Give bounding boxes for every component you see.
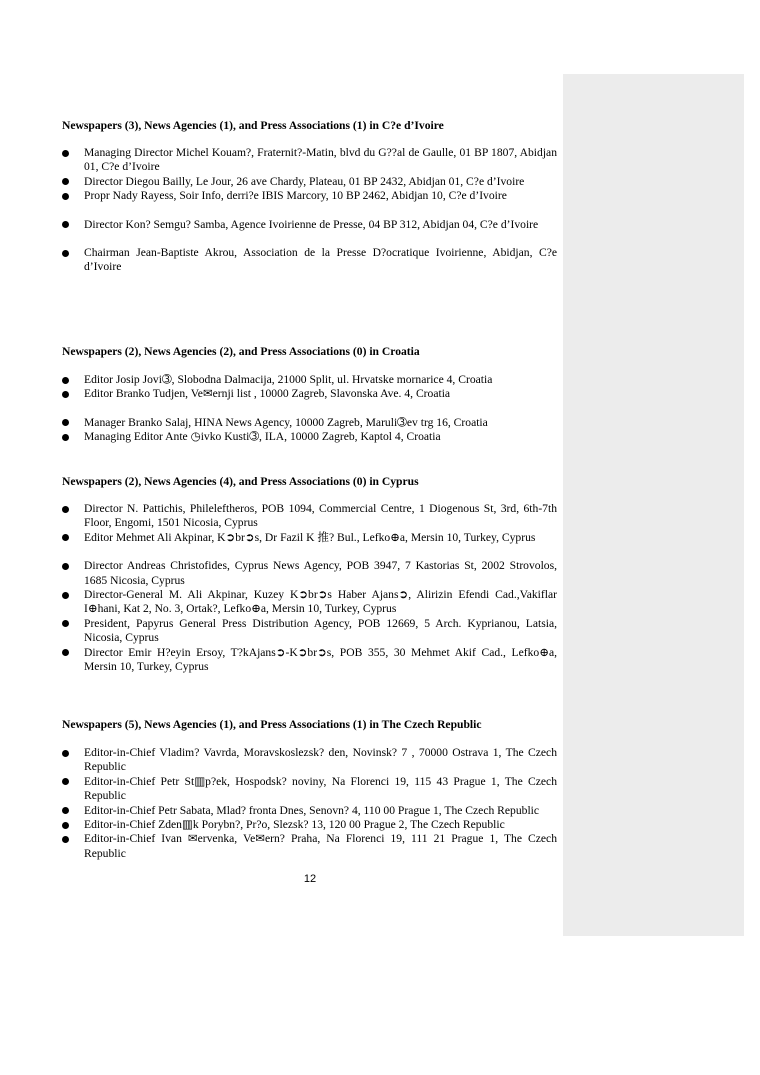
comment-pane [563,74,744,936]
list-item: Director Emir H?eyin Ersoy, T?kAjans➲-K➲br➲s, POB 355, 30 Mehmet Akif Cad., Lefko⊕a, Mersin 10, Turkey, Cyprus [62,646,557,675]
list-croatia [62,373,557,445]
section-heading-cyprus: Newspapers (2), News Agencies (4), and Press Associations (0) in Cyprus [62,475,419,488]
section-heading-cote-divoire: Newspapers (3), News Agencies (1), and Press Associations (1) in C?e d’Ivoire [62,119,444,132]
bullet-icon [62,822,69,829]
bullet-icon [62,592,69,599]
section-heading-croatia: Newspapers (2), News Agencies (2), and Press Associations (0) in Croatia [62,345,420,358]
list-item: Editor-in-Chief Vladim? Vavrda, Moravskoslezsk? den, Novinsk? 7 , 70000 Ostrava 1, The Czech Republic [62,746,557,775]
list-cote-divoire [62,146,557,275]
list-item: Editor-in-Chief Petr Sabata, Mlad? fronta Dnes, Senovn? 4, 110 00 Prague 1, The Czech Republic [62,804,557,818]
bullet-icon [62,750,69,757]
bullet-icon [62,620,69,627]
bullet-icon [62,150,69,157]
list-item: Propr Nady Rayess, Soir Info, derri?e IBIS Marcory, 10 BP 2462, Abidjan 10, C?e d’Ivoire [62,189,557,203]
list-item: Director-General M. Ali Akpinar, Kuzey K➲br➲s Haber Ajans➲, Alirizin Efendi Cad.,Vakiflar I⊕hani, Kat 2, No. 3, Ortak?, Lefko⊕a, Mersin 10, Turkey, Cyprus [62,588,557,617]
list-item: Managing Director Michel Kouam?, Fraternit?-Matin, blvd du G??al de Gaulle, 01 BP 1807, Abidjan 01, C?e d’Ivoire [62,146,557,175]
page-number: 12 [303,873,317,885]
list-item: Managing Editor Ante ◷ivko Kusti➂, ILA, 10000 Zagreb, Kaptol 4, Croatia [62,430,557,444]
list-item: Director Kon? Semgu? Samba, Agence Ivoirienne de Presse, 04 BP 312, Abidjan 04, C?e d’Ivoire [62,218,557,232]
list-item: Editor-in-Chief Zden▥k Porybn?, Pr?o, Slezsk? 13, 120 00 Prague 2, The Czech Republic [62,818,557,832]
list-item: Manager Branko Salaj, HINA News Agency, 10000 Zagreb, Maruli➂ev trg 16, Croatia [62,416,557,430]
bullet-icon [62,178,69,185]
list-item: Editor-in-Chief Petr St▥p?ek, Hospodsk? noviny, Na Florenci 19, 115 43 Prague 1, The Czech Republic [62,775,557,804]
bullet-icon [62,807,69,814]
bullet-icon [62,434,69,441]
section-heading-czech-republic: Newspapers (5), News Agencies (1), and Press Associations (1) in The Czech Republic [62,718,482,731]
list-item: Chairman Jean-Baptiste Akrou, Association de la Presse D?ocratique Ivoirienne, Abidjan, C?e d’Ivoire [62,246,557,275]
bullet-icon [62,563,69,570]
list-cyprus [62,502,557,674]
bullet-icon [62,419,69,426]
bullet-icon [62,506,69,513]
list-item: Editor Branko Tudjen, Ve✉ernji list , 10000 Zagreb, Slavonska Ave. 4, Croatia [62,387,557,401]
bullet-icon [62,377,69,384]
bullet-icon [62,391,69,398]
list-item: Director Diegou Bailly, Le Jour, 26 ave Chardy, Plateau, 01 BP 2432, Abidjan 01, C?e d’Ivoire [62,175,557,189]
bullet-icon [62,649,69,656]
list-item: Director Andreas Christofides, Cyprus News Agency, POB 3947, 7 Kastorias St, 2002 Strovolos, 1685 Nicosia, Cyprus [62,559,557,588]
bullet-icon [62,778,69,785]
bullet-icon [62,221,69,228]
list-item: Editor-in-Chief Ivan ✉ervenka, Ve✉ern? Praha, Na Florenci 19, 111 21 Prague 1, The Czech Republic [62,832,557,861]
list-item: Editor Mehmet Ali Akpinar, K➲br➲s, Dr Fazil K 推? Bul., Lefko⊕a, Mersin 10, Turkey, Cyprus [62,531,557,545]
list-item: Editor Josip Jovi➂, Slobodna Dalmacija, 21000 Split, ul. Hrvatske mornarice 4, Croatia [62,373,557,387]
bullet-icon [62,250,69,257]
bullet-icon [62,836,69,843]
list-czech-republic [62,746,557,861]
list-item: Director N. Pattichis, Phileleftheros, POB 1094, Commercial Centre, 1 Diogenous St, 3rd, 6th-7th Floor, Engomi, 1501 Nicosia, Cyprus [62,502,557,531]
list-item: President, Papyrus General Press Distribution Agency, POB 12669, 5 Arch. Kyprianou, Latsia, Nicosia, Cyprus [62,617,557,646]
bullet-icon [62,534,69,541]
bullet-icon [62,193,69,200]
